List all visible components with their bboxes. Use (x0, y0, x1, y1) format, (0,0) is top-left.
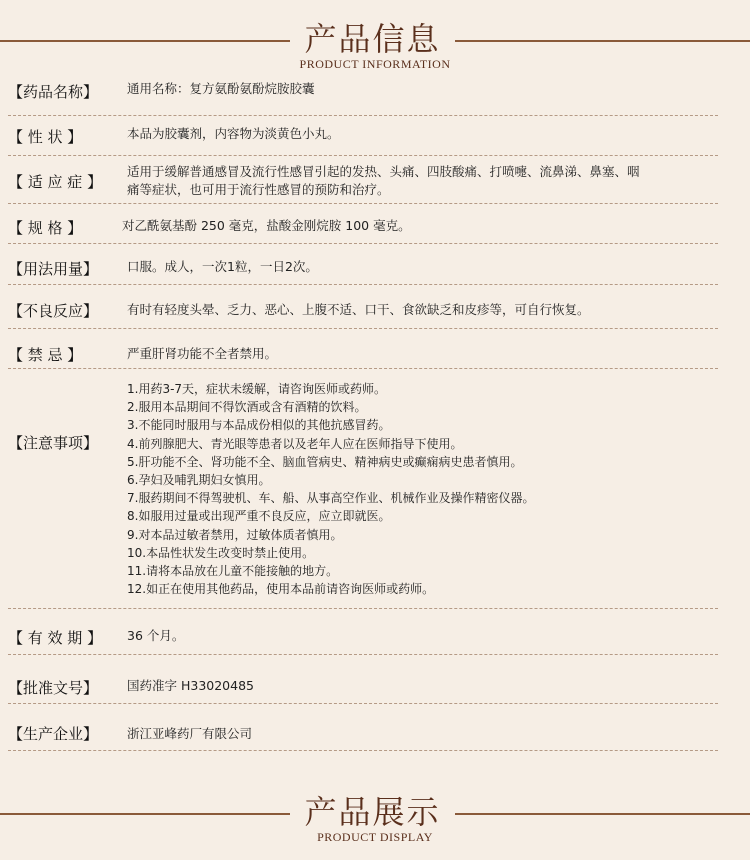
row-label: 【生产企业】 (8, 725, 99, 743)
row-label: 【 有 效 期 】 (8, 629, 103, 647)
precautions-list (127, 380, 730, 598)
list-item: 2.服用本品期间不得饮酒或含有酒精的饮料。 (127, 400, 367, 415)
header-rule-right (455, 813, 750, 815)
list-item: 10.本品性状发生改变时禁止使用。 (127, 545, 315, 560)
divider (8, 115, 718, 116)
list-item: 12.如正在使用其他药品，使用本品前请咨询医师或药师。 (127, 582, 435, 597)
divider (8, 243, 718, 244)
divider (8, 608, 718, 609)
list-item: 3.不能同时服用与本品成份相似的其他抗感冒药。 (127, 418, 391, 433)
indications-line: 适用于缓解普通感冒及流行性感冒引起的发热、头痛、四肢酸痛、打喷嚏、流鼻涕、鼻塞、咽 (127, 164, 640, 179)
header-rule-right (455, 40, 750, 42)
row-value: 本品为胶囊剂，内容物为淡黄色小丸。 (127, 126, 340, 141)
divider (8, 750, 718, 751)
product-display-header (0, 783, 750, 843)
list-item: 7.服药期间不得驾驶机、车、船、从事高空作业、机械作业及操作精密仪器。 (127, 491, 535, 506)
row-value (127, 163, 730, 199)
divider (8, 155, 718, 156)
row-value: 严重肝肾功能不全者禁用。 (127, 346, 278, 361)
list-item: 11.请将本品放在儿童不能接触的地方。 (127, 564, 339, 579)
divider (8, 328, 718, 329)
section-subtitle: PRODUCT DISPLAY (317, 830, 433, 844)
divider (8, 284, 718, 285)
list-item: 1.用药3-7天，症状未缓解，请咨询医师或药师。 (127, 382, 387, 396)
row-value: 有时有轻度头晕、乏力、恶心、上腹不适、口干、食欲缺乏和皮疹等，可自行恢复。 (127, 302, 590, 317)
row-label: 【批准文号】 (8, 679, 99, 697)
divider (8, 654, 718, 655)
product-info-header (0, 10, 750, 70)
row-value: 国药准字 H33020485 (127, 678, 254, 693)
row-value: 通用名称：复方氨酚氨酚烷胺胶囊 (127, 81, 315, 96)
row-label: 【不良反应】 (8, 302, 99, 320)
section-subtitle: PRODUCT INFORMATION (299, 57, 451, 71)
row-label: 【 性 状 】 (8, 128, 83, 146)
row-label: 【用法用量】 (8, 260, 99, 278)
row-value: 36 个月。 (127, 628, 185, 643)
row-value: 浙江亚峰药厂有限公司 (127, 726, 253, 741)
divider (8, 203, 718, 204)
divider (8, 368, 718, 369)
list-item: 9.对本品过敏者禁用，过敏体质者慎用。 (127, 527, 343, 542)
row-label: 【 禁 忌 】 (8, 346, 83, 364)
section-title: 产品信息 (304, 20, 441, 58)
row-label: 【 适 应 症 】 (8, 173, 103, 191)
header-rule-left (0, 40, 290, 42)
header-rule-left (0, 813, 290, 815)
list-item: 4.前列腺肥大、青光眼等患者以及老年人应在医师指导下使用。 (127, 436, 463, 451)
row-label: 【药品名称】 (8, 83, 99, 101)
divider (8, 703, 718, 704)
row-value: 对乙酰氨基酚 250 毫克，盐酸金刚烷胺 100 毫克。 (122, 218, 411, 233)
row-label: 【 规 格 】 (8, 219, 83, 237)
row-value: 口服。成人，一次1粒，一日2次。 (127, 259, 318, 274)
section-title: 产品展示 (304, 793, 441, 831)
indications-line: 痛等症状，也可用于流行性感冒的预防和治疗。 (127, 182, 390, 197)
list-item: 6.孕妇及哺乳期妇女慎用。 (127, 473, 271, 488)
row-label: 【注意事项】 (8, 434, 99, 452)
list-item: 5.肝功能不全、肾功能不全、脑血管病史、精神病史或癫痫病史患者慎用。 (127, 454, 523, 469)
list-item: 8.如服用过量或出现严重不良反应，应立即就医。 (127, 509, 391, 524)
